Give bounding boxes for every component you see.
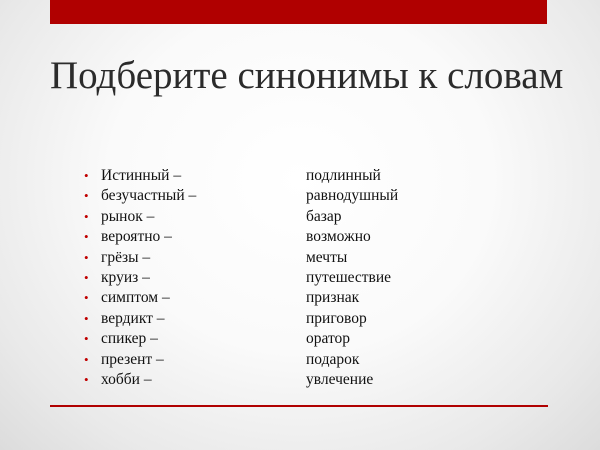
word-item — [84, 288, 196, 308]
word-text: Истинный – — [101, 167, 182, 184]
word-text: спикер – — [101, 330, 158, 348]
synonym-item: равнодушный — [306, 187, 399, 205]
synonym-item: приговор — [306, 309, 367, 327]
synonym-item: оратор — [306, 330, 351, 348]
synonym-item: путешествие — [306, 268, 392, 286]
synonym-item: увлечение — [306, 370, 374, 388]
top-accent-bar — [50, 0, 547, 24]
bullet-icon: • — [84, 290, 89, 306]
word-text: презент – — [101, 350, 164, 368]
words-list — [84, 166, 196, 390]
word-item — [84, 227, 196, 247]
word-text: вердикт – — [101, 309, 165, 327]
bullet-icon: • — [84, 269, 89, 285]
word-text: вероятно – — [101, 228, 172, 246]
word-item — [84, 309, 196, 329]
word-text: симптом – — [101, 289, 170, 307]
word-text: круиз – — [101, 268, 150, 286]
word-item — [84, 207, 196, 227]
bullet-icon: • — [84, 168, 89, 183]
bullet-icon: • — [84, 208, 89, 224]
synonym-item: возможно — [306, 228, 371, 246]
synonym-item: признак — [306, 289, 360, 307]
bullet-icon: • — [84, 371, 89, 387]
word-item — [84, 268, 196, 288]
word-text: безучастный – — [101, 187, 197, 205]
word-item — [84, 248, 196, 268]
word-item — [84, 370, 196, 390]
synonym-item: мечты — [306, 248, 348, 266]
synonym-item: базар — [306, 207, 342, 225]
bullet-icon: • — [84, 188, 89, 204]
word-item — [84, 329, 196, 349]
word-item — [84, 350, 196, 370]
synonym-item: подлинный — [306, 167, 381, 184]
bullet-icon: • — [84, 351, 89, 367]
bottom-divider — [50, 405, 548, 407]
word-item — [84, 166, 196, 186]
word-text: рынок – — [101, 207, 155, 225]
word-text: грёзы – — [101, 248, 151, 266]
synonyms-list — [306, 166, 398, 390]
synonym-item: подарок — [306, 350, 360, 368]
bullet-icon: • — [84, 249, 89, 265]
bullet-icon: • — [84, 229, 89, 245]
bullet-icon: • — [84, 331, 89, 347]
word-text: хобби – — [101, 370, 152, 388]
word-item — [84, 186, 196, 206]
bullet-icon: • — [84, 310, 89, 326]
slide-title: Подберите синонимы к словам — [50, 54, 564, 97]
